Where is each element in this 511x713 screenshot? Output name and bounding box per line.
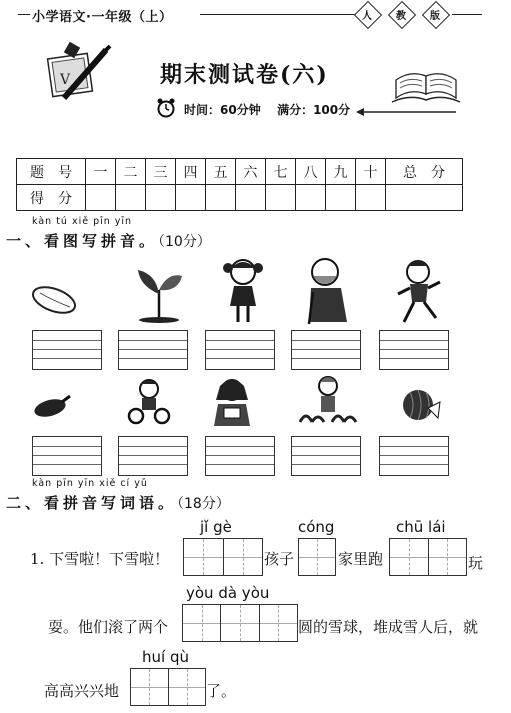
- page-title: 期末测试卷(六): [160, 62, 329, 88]
- q1-text-3: 家里跑: [338, 550, 384, 568]
- q1-answer-grid-4[interactable]: [182, 604, 298, 642]
- pinyin-answer-box[interactable]: [32, 330, 102, 370]
- section1-title-pinyin: kàn tú xiě pīn yīn: [32, 216, 133, 227]
- alarm-clock-icon: [156, 98, 176, 118]
- girl-in-garden-icon: [298, 374, 358, 428]
- time-label: 时间：60分钟: [184, 103, 261, 117]
- pinyin-answer-box[interactable]: [205, 330, 275, 370]
- score-table-cell: 七: [266, 159, 296, 185]
- edition-badge: [352, 2, 456, 28]
- q1-text-2: 孩子: [264, 550, 295, 568]
- score-input-cell[interactable]: [266, 185, 296, 211]
- q1-answer-grid-1[interactable]: [183, 538, 263, 576]
- score-table-cell: 一: [86, 159, 116, 185]
- score-table-cell: 五: [206, 159, 236, 185]
- score-table-cell: 九: [326, 159, 356, 185]
- score-input-cell[interactable]: [236, 185, 266, 211]
- header-rule-left: [18, 14, 30, 15]
- score-table-cell: 十: [356, 159, 386, 185]
- score-label: 满分：100分: [277, 103, 351, 117]
- section1-title: [6, 230, 211, 251]
- exam-meta: [184, 101, 350, 118]
- running-boy-icon: [396, 258, 444, 326]
- pen-paper-icon: [44, 38, 114, 108]
- open-book-icon: [392, 70, 462, 106]
- q1-pinyin-2: cóng: [298, 518, 335, 536]
- section2-title-pinyin: kàn pīn yīn xiě cí yǔ: [32, 478, 148, 489]
- score-table: [16, 158, 463, 211]
- q1-text-5: 耍。他们滚了两个: [48, 618, 169, 636]
- arrow-rule: [356, 108, 456, 116]
- pinyin-answer-box[interactable]: [291, 330, 361, 370]
- score-input-cell[interactable]: [176, 185, 206, 211]
- section2-title: [6, 492, 230, 513]
- q1-pinyin-3: chū lái: [396, 518, 446, 536]
- q1-answer-grid-3[interactable]: [389, 538, 467, 576]
- section1-title-text: 一、看图写拼音。: [6, 232, 159, 250]
- q1-text-7: 高高兴兴地: [44, 682, 120, 700]
- score-table-row-label: 得 分: [17, 185, 86, 211]
- section2-title-text: 二、看拼音写词语。: [6, 494, 178, 512]
- score-input-cell[interactable]: [116, 185, 146, 211]
- header-rule-right: [200, 14, 360, 15]
- score-table-cell: 总 分: [386, 159, 463, 185]
- pinyin-answer-box[interactable]: [379, 330, 449, 370]
- q1-answer-grid-5[interactable]: [130, 668, 206, 706]
- svg-text:V: V: [60, 72, 71, 88]
- pinyin-answer-box[interactable]: [118, 436, 188, 476]
- header-rule-far-right: [452, 14, 482, 15]
- pinyin-answer-box[interactable]: [118, 330, 188, 370]
- score-input-cell[interactable]: [296, 185, 326, 211]
- score-table-cell: 八: [296, 159, 326, 185]
- score-table-header-row: [17, 159, 463, 185]
- boy-on-bike-icon: [128, 378, 170, 426]
- q1-pinyin-1: jǐ gè: [200, 518, 232, 536]
- score-input-cell[interactable]: [326, 185, 356, 211]
- q1-text-1: 1. 下雪啦！下雪啦！: [30, 550, 170, 568]
- girl-reading-icon: [210, 378, 256, 430]
- pinyin-answer-box[interactable]: [205, 436, 275, 476]
- score-table-cell: 四: [176, 159, 206, 185]
- section2-points: （18分）: [177, 496, 230, 512]
- old-man-icon: [303, 256, 353, 324]
- pinyin-answer-box[interactable]: [32, 436, 102, 476]
- pinyin-answer-box[interactable]: [379, 436, 449, 476]
- score-input-cell[interactable]: [146, 185, 176, 211]
- q1-pinyin-5: huí qù: [142, 648, 189, 666]
- q1-text-6: 圆的雪球，堆成雪人后，就: [298, 618, 479, 636]
- sweet-potato-icon: [30, 283, 78, 317]
- section1-points: （10分）: [158, 234, 211, 250]
- score-table-cell: 二: [116, 159, 146, 185]
- girl-icon: [220, 256, 266, 324]
- q1-text-8: 了。: [206, 682, 237, 700]
- pinyin-answer-box[interactable]: [291, 436, 361, 476]
- score-input-cell[interactable]: [386, 185, 463, 211]
- badge-char-3: 版: [430, 11, 440, 22]
- score-table-cell: 六: [236, 159, 266, 185]
- q1-answer-grid-2[interactable]: [298, 538, 336, 576]
- score-input-cell[interactable]: [356, 185, 386, 211]
- score-input-cell[interactable]: [206, 185, 236, 211]
- score-table-score-row: [17, 185, 463, 211]
- watermelon-icon: [400, 388, 440, 422]
- score-table-cell: 题 号: [17, 159, 86, 185]
- q1-pinyin-4: yòu dà yòu: [186, 584, 270, 602]
- eggplant-icon: [32, 390, 72, 420]
- score-input-cell[interactable]: [86, 185, 116, 211]
- score-table-cell: 三: [146, 159, 176, 185]
- series-label: 小学语文·一年级（上）: [30, 6, 174, 25]
- sprout-icon: [134, 264, 184, 322]
- q1-text-4: 玩: [468, 554, 484, 572]
- badge-char-1: 人: [362, 11, 372, 22]
- badge-char-2: 教: [396, 11, 406, 22]
